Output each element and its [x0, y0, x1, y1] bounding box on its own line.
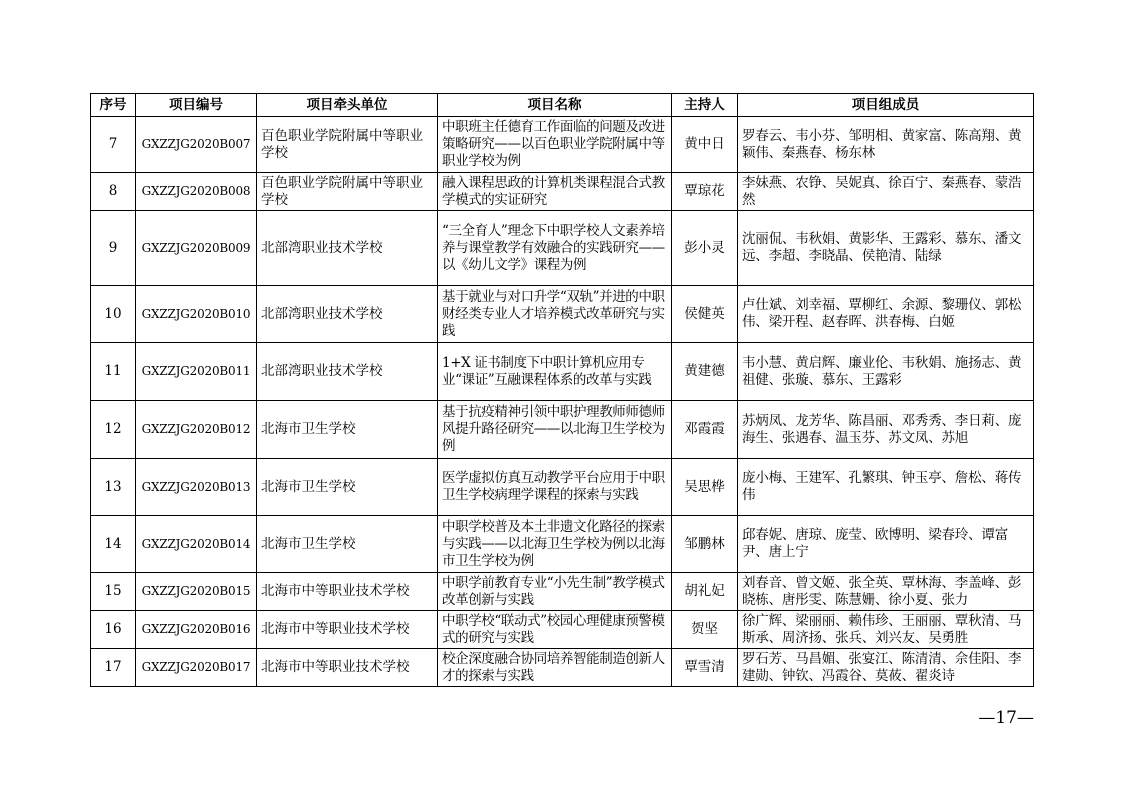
cell-seq: 8 — [91, 173, 136, 211]
header-name: 项目名称 — [438, 94, 672, 117]
table-row — [91, 211, 1034, 286]
cell-unit: 北部湾职业技术学校 — [257, 286, 438, 343]
cell-unit: 北部湾职业技术学校 — [257, 343, 438, 401]
cell-seq: 10 — [91, 286, 136, 343]
cell-unit: 北海市中等职业技术学校 — [257, 611, 438, 649]
cell-unit: 北海市卫生学校 — [257, 459, 438, 516]
cell-members: 邱春妮、唐琼、庞莹、欧博明、梁春玲、谭富尹、唐上宁 — [738, 516, 1034, 573]
cell-host: 邹鹏林 — [672, 516, 738, 573]
cell-code: GXZZJG2020B009 — [136, 211, 257, 286]
cell-name: 基于抗疫精神引领中职护理教师师德师风提升路径研究——以北海卫生学校为例 — [438, 401, 672, 459]
cell-code: GXZZJG2020B007 — [136, 117, 257, 173]
cell-members: 罗石芳、马昌媚、张宴江、陈清清、佘佳阳、李建勋、钟钦、冯霞谷、莫莜、翟炎诗 — [738, 649, 1034, 687]
cell-code: GXZZJG2020B011 — [136, 343, 257, 401]
cell-code: GXZZJG2020B010 — [136, 286, 257, 343]
cell-host: 侯健英 — [672, 286, 738, 343]
cell-host: 黄中日 — [672, 117, 738, 173]
header-host: 主持人 — [672, 94, 738, 117]
cell-seq: 17 — [91, 649, 136, 687]
cell-members: 刘春音、曾文姬、张全英、覃林海、李盖峰、彭晓栋、唐彤雯、陈慧姗、徐小夏、张力 — [738, 573, 1034, 611]
cell-seq: 12 — [91, 401, 136, 459]
cell-code: GXZZJG2020B014 — [136, 516, 257, 573]
cell-unit: 百色职业学院附属中等职业学校 — [257, 117, 438, 173]
cell-code: GXZZJG2020B008 — [136, 173, 257, 211]
cell-members: 李妹燕、农铮、吴妮真、徐百宁、秦燕春、蒙浩然 — [738, 173, 1034, 211]
cell-name: 中职学校普及本土非遗文化路径的探索与实践——以北海卫生学校为例以北海市卫生学校为例 — [438, 516, 672, 573]
cell-name: 基于就业与对口升学“双轨”并进的中职财经类专业人才培养模式改革研究与实践 — [438, 286, 672, 343]
cell-host: 贺坚 — [672, 611, 738, 649]
page-number: —17— — [978, 708, 1034, 728]
table-row — [91, 516, 1034, 573]
cell-name: 1+X 证书制度下中职计算机应用专业“课证”互融课程体系的改革与实践 — [438, 343, 672, 401]
cell-host: 覃雪清 — [672, 649, 738, 687]
cell-host: 胡礼妃 — [672, 573, 738, 611]
project-table — [90, 93, 1034, 687]
cell-members: 庞小梅、王建军、孔繁琪、钟玉亭、詹松、蒋传伟 — [738, 459, 1034, 516]
cell-members: 卢仕斌、刘幸福、覃柳红、余源、黎珊仪、郭松伟、梁开程、赵春晖、洪春梅、白姬 — [738, 286, 1034, 343]
header-code: 项目编号 — [136, 94, 257, 117]
table-row — [91, 459, 1034, 516]
header-members: 项目组成员 — [738, 94, 1034, 117]
cell-seq: 16 — [91, 611, 136, 649]
cell-name: 融入课程思政的计算机类课程混合式教学模式的实证研究 — [438, 173, 672, 211]
cell-unit: 北部湾职业技术学校 — [257, 211, 438, 286]
cell-unit: 北海市中等职业技术学校 — [257, 573, 438, 611]
cell-host: 覃琼花 — [672, 173, 738, 211]
header-unit: 项目牵头单位 — [257, 94, 438, 117]
table-row — [91, 401, 1034, 459]
header-seq: 序号 — [91, 94, 136, 117]
cell-host: 邓霞霞 — [672, 401, 738, 459]
cell-name: 中职学校“联动式”校园心理健康预警模式的研究与实践 — [438, 611, 672, 649]
cell-members: 罗春云、韦小芬、邹明相、黄家富、陈高翔、黄颖伟、秦燕春、杨东林 — [738, 117, 1034, 173]
table-row — [91, 649, 1034, 687]
table-row — [91, 611, 1034, 649]
cell-seq: 13 — [91, 459, 136, 516]
cell-members: 沈丽侃、韦秋娟、黄影华、王露彩、慕东、潘文远、李超、李晓晶、侯艳清、陆绿 — [738, 211, 1034, 286]
cell-host: 黄建德 — [672, 343, 738, 401]
cell-members: 苏炳凤、龙芳华、陈昌丽、邓秀秀、李日莉、庞海生、张遇春、温玉芬、苏文凤、苏旭 — [738, 401, 1034, 459]
table-row — [91, 286, 1034, 343]
cell-code: GXZZJG2020B012 — [136, 401, 257, 459]
table-header — [91, 94, 1034, 117]
cell-seq: 9 — [91, 211, 136, 286]
table-row — [91, 117, 1034, 173]
cell-unit: 百色职业学院附属中等职业学校 — [257, 173, 438, 211]
cell-name: 中职班主任德育工作面临的问题及改进策略研究——以百色职业学院附属中等职业学校为例 — [438, 117, 672, 173]
cell-code: GXZZJG2020B015 — [136, 573, 257, 611]
header-row — [91, 94, 1034, 117]
cell-seq: 15 — [91, 573, 136, 611]
cell-code: GXZZJG2020B013 — [136, 459, 257, 516]
cell-name: 医学虚拟仿真互动教学平台应用于中职卫生学校病理学课程的探索与实践 — [438, 459, 672, 516]
cell-seq: 14 — [91, 516, 136, 573]
cell-name: “三全育人”理念下中职学校人文素养培养与课堂教学有效融合的实践研究——以《幼儿文学》课程为例 — [438, 211, 672, 286]
cell-seq: 11 — [91, 343, 136, 401]
cell-name: 校企深度融合协同培养智能制造创新人才的探索与实践 — [438, 649, 672, 687]
cell-code: GXZZJG2020B016 — [136, 611, 257, 649]
cell-unit: 北海市中等职业技术学校 — [257, 649, 438, 687]
cell-host: 吴思桦 — [672, 459, 738, 516]
cell-unit: 北海市卫生学校 — [257, 516, 438, 573]
table-row — [91, 173, 1034, 211]
table-row — [91, 573, 1034, 611]
cell-members: 韦小慧、黄启辉、廉业伦、韦秋娟、施扬志、黄祖健、张璇、慕东、王露彩 — [738, 343, 1034, 401]
cell-code: GXZZJG2020B017 — [136, 649, 257, 687]
table-body — [91, 117, 1034, 687]
cell-host: 彭小灵 — [672, 211, 738, 286]
cell-name: 中职学前教育专业“小先生制”教学模式改革创新与实践 — [438, 573, 672, 611]
table-row — [91, 343, 1034, 401]
cell-members: 徐广辉、梁丽丽、赖伟珍、王丽丽、覃秋清、马斯承、周济扬、张兵、刘兴友、吴勇胜 — [738, 611, 1034, 649]
cell-unit: 北海市卫生学校 — [257, 401, 438, 459]
cell-seq: 7 — [91, 117, 136, 173]
